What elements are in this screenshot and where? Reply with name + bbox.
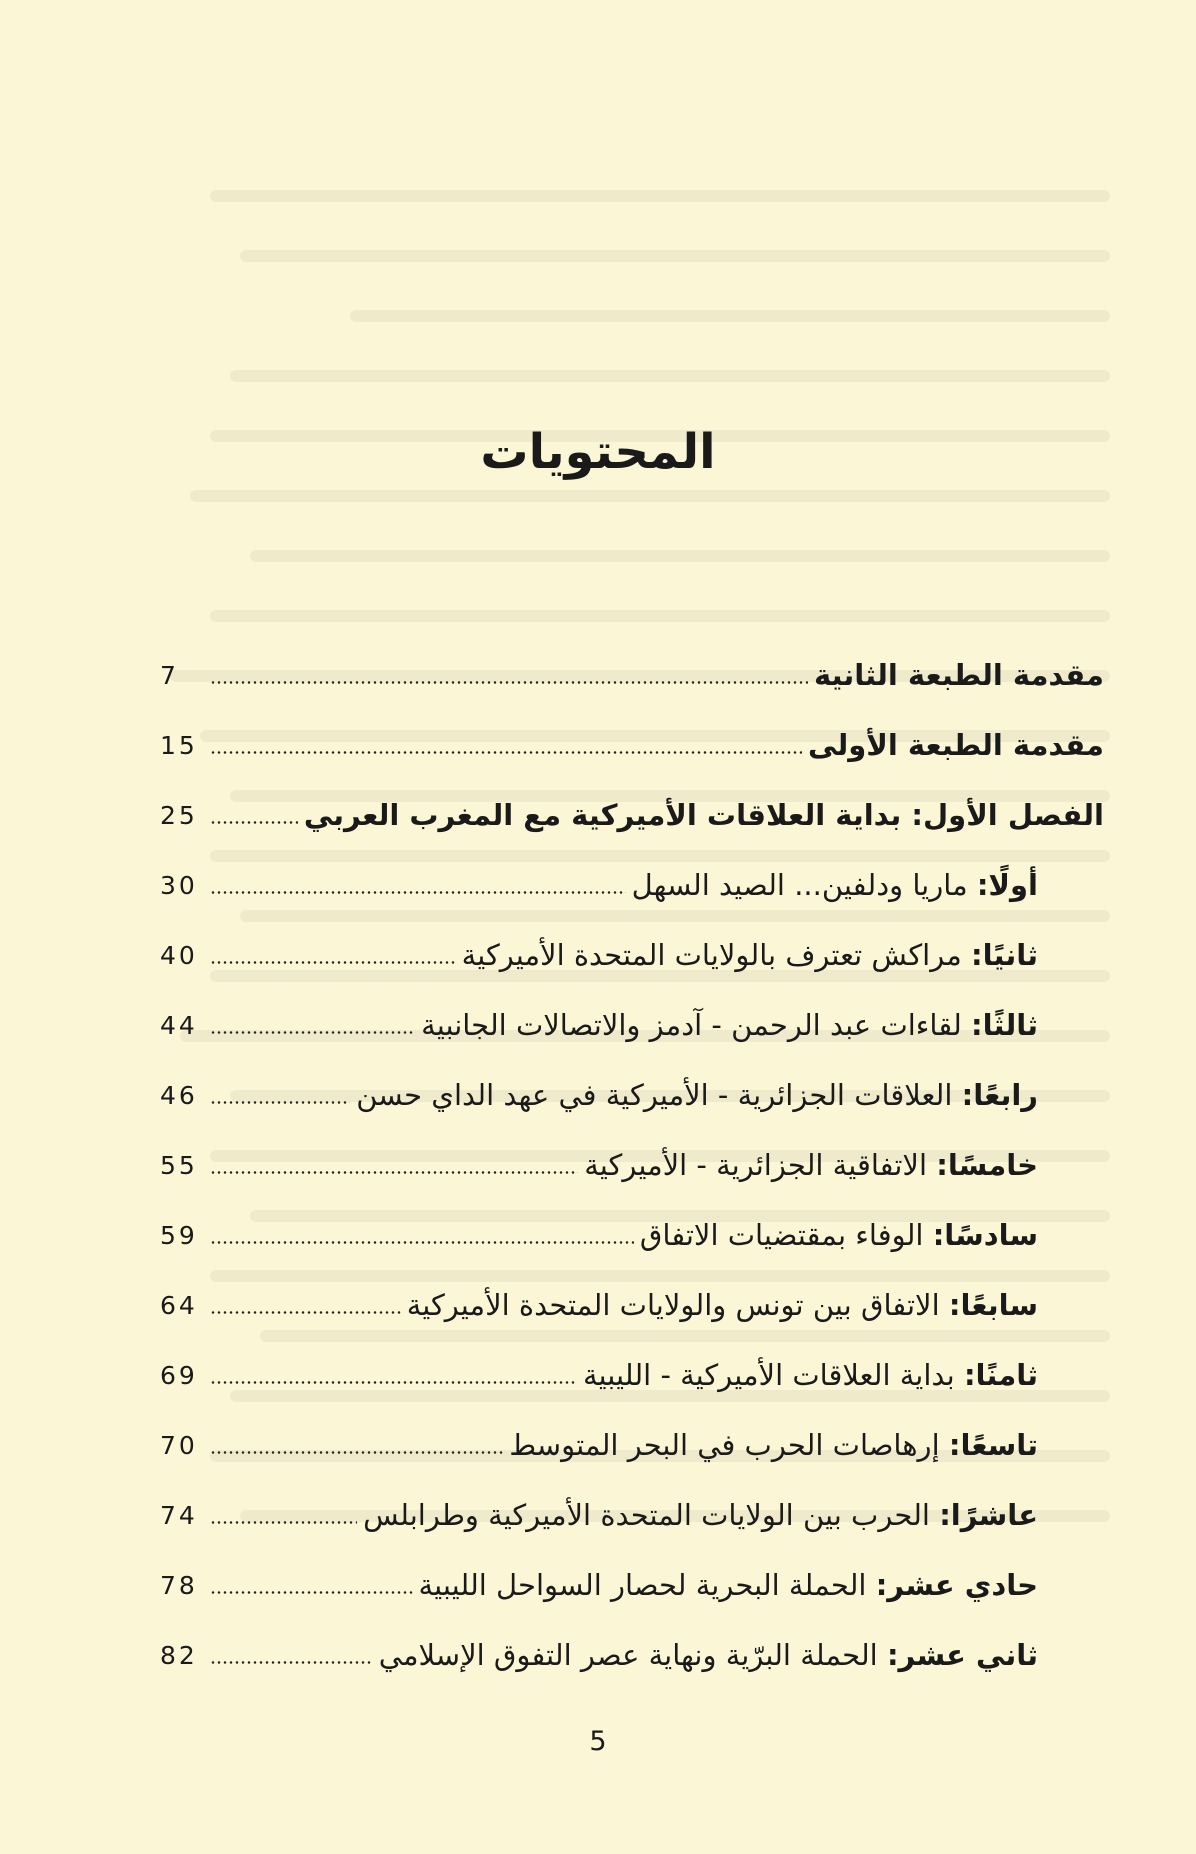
toc-entry-title (363, 1498, 1038, 1532)
toc-entry-prefix: خامسًا: (936, 1148, 1038, 1182)
toc-entry-prefix: ثانيًا: (971, 938, 1038, 972)
dot-leader (210, 1521, 357, 1524)
toc-entry (160, 850, 1104, 920)
table-of-contents (160, 640, 1104, 1690)
toc-page-number: 64 (160, 1290, 198, 1320)
dot-leader (210, 821, 298, 824)
dot-leader (210, 1031, 415, 1034)
toc-entry (160, 640, 1104, 710)
toc-entry (160, 1060, 1104, 1130)
toc-entry-text: بداية العلاقات الأميركية - الليبية (582, 1358, 964, 1392)
toc-entry-title (814, 658, 1104, 692)
toc-entry-prefix: مقدمة الطبعة الثانية (813, 658, 1104, 692)
toc-entry-text: إرهاصات الحرب في البحر المتوسط (509, 1428, 949, 1462)
toc-entry (160, 1620, 1104, 1690)
toc-entry-title (462, 938, 1038, 972)
dot-leader (210, 1241, 634, 1244)
toc-entry (160, 1200, 1104, 1270)
toc-entry-prefix: سابعًا: (948, 1288, 1038, 1322)
toc-entry-text: الاتفاقية الجزائرية - الأميركية (584, 1148, 937, 1182)
page-title: المحتويات (480, 424, 716, 481)
toc-entry (160, 1340, 1104, 1410)
toc-entry-prefix: ثامنًا: (963, 1358, 1038, 1392)
toc-entry-text: بداية العلاقات الأميركية مع المغرب العربي (303, 798, 912, 832)
toc-entry-text: الوفاء بمقتضيات الاتفاق (639, 1218, 933, 1252)
toc-entry-title (407, 1288, 1038, 1322)
toc-entry (160, 1480, 1104, 1550)
toc-entry-text: لقاءات عبد الرحمن - آدمز والاتصالات الجانبية (421, 1008, 971, 1042)
toc-entry-title (419, 1568, 1038, 1602)
toc-page-number: 55 (160, 1150, 198, 1180)
toc-entry-prefix: ثاني عشر: (886, 1638, 1038, 1672)
dot-leader (210, 1591, 413, 1594)
dot-leader (210, 681, 808, 684)
toc-entry-text: الحرب بين الولايات المتحدة الأميركية وطرابلس (363, 1498, 940, 1532)
dot-leader (210, 1171, 578, 1174)
dot-leader (210, 1451, 503, 1454)
toc-entry (160, 710, 1104, 780)
toc-entry-text: الحملة البحرية لحصار السواحل الليبية (418, 1568, 876, 1602)
toc-entry-prefix: حادي عشر: (875, 1568, 1038, 1602)
toc-entry (160, 780, 1104, 850)
toc-entry (160, 1410, 1104, 1480)
toc-page-number: 30 (160, 870, 198, 900)
toc-entry-text: الاتفاق بين تونس والولايات المتحدة الأميركية (406, 1288, 949, 1322)
toc-entry-title (379, 1638, 1038, 1672)
toc-entry-title (356, 1078, 1038, 1112)
toc-entry-title (632, 868, 1038, 902)
toc-page-number: 25 (160, 800, 198, 830)
dot-leader (210, 1311, 401, 1314)
dot-leader (210, 751, 802, 754)
toc-page-number: 59 (160, 1220, 198, 1250)
toc-entry-prefix: تاسعًا: (948, 1428, 1038, 1462)
toc-entry-text: العلاقات الجزائرية - الأميركية في عهد الداي حسن (356, 1078, 962, 1112)
toc-page-number: 78 (160, 1570, 198, 1600)
toc-entry-text: ماريا ودلفين... الصيد السهل (631, 868, 977, 902)
toc-page-number: 15 (160, 730, 198, 760)
toc-page-number: 82 (160, 1640, 198, 1670)
dot-leader (210, 1661, 373, 1664)
dot-leader (210, 1381, 577, 1384)
toc-page-number: 40 (160, 940, 198, 970)
toc-page-number: 44 (160, 1010, 198, 1040)
toc-entry (160, 1270, 1104, 1340)
toc-entry-title (509, 1428, 1038, 1462)
toc-page-number: 69 (160, 1360, 198, 1390)
toc-entry-prefix: رابعًا: (961, 1078, 1038, 1112)
toc-page-number: 70 (160, 1430, 198, 1460)
toc-entry-prefix: سادسًا: (932, 1218, 1038, 1252)
toc-entry-prefix: مقدمة الطبعة الأولى (808, 728, 1104, 762)
toc-entry (160, 990, 1104, 1060)
page-number: 5 (589, 1726, 607, 1757)
dot-leader (210, 961, 456, 964)
toc-entry-prefix: ثالثًا: (971, 1008, 1038, 1042)
toc-entry-text: مراكش تعترف بالولايات المتحدة الأميركية (461, 938, 971, 972)
toc-page-number: 46 (160, 1080, 198, 1110)
toc-entry-title (808, 728, 1104, 762)
toc-page-number: 74 (160, 1500, 198, 1530)
dot-leader (210, 1101, 350, 1104)
toc-page-number: 7 (160, 660, 179, 690)
toc-entry-title (640, 1218, 1038, 1252)
toc-entry-prefix: الفصل الأول: (911, 798, 1104, 832)
toc-entry-prefix: عاشرًا: (939, 1498, 1038, 1532)
toc-entry-title (583, 1358, 1038, 1392)
toc-entry (160, 920, 1104, 990)
toc-entry-title (304, 798, 1104, 832)
toc-entry-prefix: أولًا: (976, 868, 1038, 902)
toc-entry-title (584, 1148, 1038, 1182)
toc-entry-text: الحملة البرّية ونهاية عصر التفوق الإسلامي (378, 1638, 887, 1672)
dot-leader (210, 891, 626, 894)
toc-entry (160, 1130, 1104, 1200)
toc-entry (160, 1550, 1104, 1620)
toc-entry-title (421, 1008, 1038, 1042)
